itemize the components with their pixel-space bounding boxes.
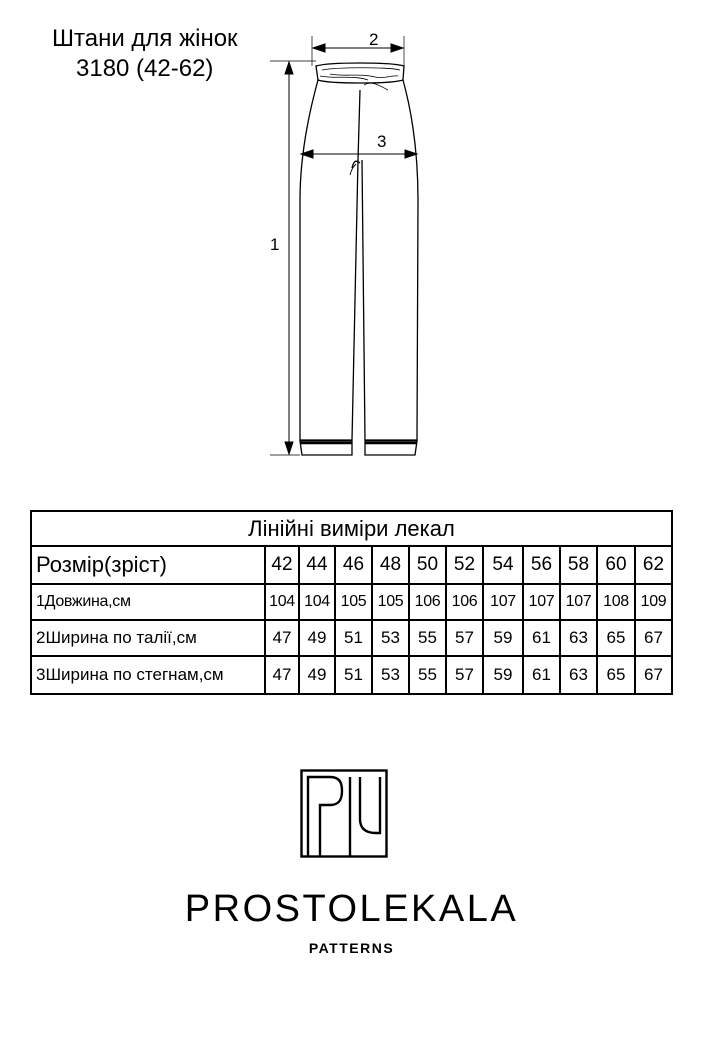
table-row xyxy=(32,657,671,693)
dimension-label-2: 2 xyxy=(369,30,379,49)
size-cell: 48 xyxy=(371,547,408,583)
value-cell: 59 xyxy=(482,621,522,655)
value-cell: 107 xyxy=(522,585,559,619)
size-cell: 44 xyxy=(298,547,334,583)
value-cell: 59 xyxy=(482,657,522,693)
value-cell: 106 xyxy=(408,585,445,619)
value-cell: 57 xyxy=(445,657,482,693)
size-cell: 42 xyxy=(264,547,298,583)
dimension-label-3: 3 xyxy=(377,132,387,151)
value-cell: 65 xyxy=(596,621,634,655)
value-cell: 51 xyxy=(334,657,371,693)
value-cell: 109 xyxy=(634,585,671,619)
dimension-lines xyxy=(270,36,417,455)
value-cell: 104 xyxy=(298,585,334,619)
value-cell: 105 xyxy=(334,585,371,619)
title-line-1: Штани для жінок xyxy=(52,25,238,52)
table-caption: Лінійні виміри лекал xyxy=(32,512,671,547)
size-cell: 54 xyxy=(482,547,522,583)
value-cell: 53 xyxy=(371,657,408,693)
brand-subtitle: PATTERNS xyxy=(308,940,395,956)
measurements-table xyxy=(30,510,673,695)
dimension-label-1: 1 xyxy=(270,235,280,254)
value-cell: 47 xyxy=(264,657,298,693)
size-cell: 50 xyxy=(408,547,445,583)
prostolekala-logo-icon xyxy=(300,769,388,859)
size-cell: 52 xyxy=(445,547,482,583)
pants-technical-drawing xyxy=(0,0,703,470)
pants-outline xyxy=(300,63,418,455)
row-label: 2Ширина по талії,см xyxy=(36,628,197,647)
value-cell: 107 xyxy=(559,585,596,619)
value-cell: 61 xyxy=(522,621,559,655)
value-cell: 47 xyxy=(264,621,298,655)
value-cell: 55 xyxy=(408,621,445,655)
size-cell: 58 xyxy=(559,547,596,583)
size-cell: 60 xyxy=(596,547,634,583)
value-cell: 67 xyxy=(634,621,671,655)
row-label: 3Ширина по стегнам,см xyxy=(36,665,224,684)
value-cell: 57 xyxy=(445,621,482,655)
table-row xyxy=(32,621,671,657)
value-cell: 107 xyxy=(482,585,522,619)
value-cell: 55 xyxy=(408,657,445,693)
size-cell: 56 xyxy=(522,547,559,583)
value-cell: 63 xyxy=(559,657,596,693)
value-cell: 106 xyxy=(445,585,482,619)
value-cell: 61 xyxy=(522,657,559,693)
size-cell: 62 xyxy=(634,547,671,583)
title-line-2: 3180 (42-62) xyxy=(76,55,214,82)
value-cell: 65 xyxy=(596,657,634,693)
value-cell: 67 xyxy=(634,657,671,693)
value-cell: 104 xyxy=(264,585,298,619)
size-header-label: Розмір(зріст) xyxy=(36,552,167,577)
value-cell: 49 xyxy=(298,621,334,655)
value-cell: 53 xyxy=(371,621,408,655)
value-cell: 51 xyxy=(334,621,371,655)
size-cell: 46 xyxy=(334,547,371,583)
value-cell: 105 xyxy=(371,585,408,619)
table-row xyxy=(32,585,671,621)
brand-name: PROSTOLEKALA xyxy=(184,888,519,930)
value-cell: 108 xyxy=(596,585,634,619)
value-cell: 63 xyxy=(559,621,596,655)
value-cell: 49 xyxy=(298,657,334,693)
row-label: 1Довжина,см xyxy=(36,593,131,610)
size-header-row xyxy=(32,547,671,585)
